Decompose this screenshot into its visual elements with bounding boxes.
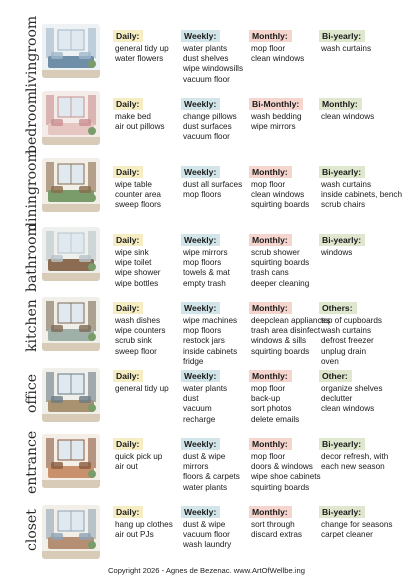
task-list xyxy=(319,384,382,415)
frequency-label: Monthly: xyxy=(249,234,292,246)
task-list xyxy=(319,316,382,367)
schedule-column-other xyxy=(319,502,392,540)
task-item: dust shelves xyxy=(183,54,229,64)
task-item: general tidy up xyxy=(115,384,169,393)
schedule-column-other xyxy=(319,162,402,211)
task-item: wash laundry xyxy=(183,540,232,550)
frequency-label: Weekly: xyxy=(181,438,220,450)
task-item: sort through xyxy=(251,520,295,529)
schedule-column-daily xyxy=(113,94,165,132)
task-item: squirting boards xyxy=(251,346,310,356)
task-item: windows & sills xyxy=(251,336,307,346)
task-item: back-up xyxy=(251,394,281,404)
task-item: wipe sink xyxy=(115,248,149,257)
task-item: clean windows xyxy=(251,190,305,200)
task-item: mop floors xyxy=(183,326,222,336)
frequency-label: Monthly: xyxy=(319,98,362,110)
task-item: wash dishes xyxy=(115,316,161,325)
frequency-label: Weekly: xyxy=(181,370,220,382)
task-list xyxy=(319,44,371,54)
kitchen-illustration xyxy=(42,297,100,351)
task-item: sweep floor xyxy=(115,346,157,356)
frequency-label: Daily: xyxy=(113,506,143,518)
task-item: dust & wipe xyxy=(183,520,226,529)
frequency-label: Daily: xyxy=(113,438,143,450)
schedule-column-daily xyxy=(113,298,166,357)
task-item: clean windows xyxy=(321,112,375,121)
task-item: doors & windows xyxy=(251,462,313,472)
frequency-label: Weekly: xyxy=(181,234,220,246)
frequency-label: Monthly: xyxy=(249,166,292,178)
task-list xyxy=(113,180,161,211)
task-item: clean windows xyxy=(251,54,305,64)
task-item: defrost freezer xyxy=(321,336,374,346)
schedule-column-monthly xyxy=(249,26,304,64)
schedule-column-weekly xyxy=(181,162,242,200)
task-item: empty trash xyxy=(183,278,226,288)
task-item: vacuum floor xyxy=(183,74,230,84)
room-name: office xyxy=(24,374,40,414)
task-item: inside cabinets, bench xyxy=(321,190,403,200)
frequency-label: Weekly: xyxy=(181,302,220,314)
task-item: wipe machines xyxy=(183,316,238,325)
frequency-label: Bi-yearly: xyxy=(319,234,365,246)
frequency-label: Monthly: xyxy=(249,302,292,314)
task-item: vacuum floor xyxy=(183,132,230,142)
task-item: mop floor xyxy=(251,180,286,189)
task-item: mop floors xyxy=(183,190,222,200)
schedule-column-monthly xyxy=(249,366,299,425)
task-item: discard extras xyxy=(251,530,302,540)
task-list xyxy=(181,452,240,493)
task-item: dust all surfaces xyxy=(183,180,243,189)
room-row-livingroom xyxy=(0,15,413,93)
task-list xyxy=(113,112,165,132)
task-item: air out xyxy=(115,462,138,472)
task-item: deepclean appliances xyxy=(251,316,331,325)
copyright-footer: Copyright 2026 - Agnes de Bezenac. www.ArtOfWellbe.ing xyxy=(108,566,305,575)
task-item: scrub shower xyxy=(251,248,300,257)
schedule-column-daily xyxy=(113,230,161,289)
schedule-column-other xyxy=(319,298,382,367)
task-item: sweep floors xyxy=(115,200,161,210)
task-list xyxy=(113,44,169,64)
task-item: each new season xyxy=(321,462,385,472)
task-item: mop floors xyxy=(183,258,222,268)
task-list xyxy=(113,248,161,289)
task-item: mop floor xyxy=(251,452,286,461)
frequency-label: Weekly: xyxy=(181,30,220,42)
office-illustration xyxy=(42,368,100,422)
frequency-label: Monthly: xyxy=(249,30,292,42)
frequency-label: Weekly: xyxy=(181,98,220,110)
task-item: restock jars xyxy=(183,336,225,346)
task-item: unplug drain xyxy=(321,346,367,356)
task-item: squirting boards xyxy=(251,258,310,268)
task-list xyxy=(249,520,302,540)
task-list xyxy=(181,316,237,367)
room-name: bedroom xyxy=(24,90,40,154)
task-item: trash area disinfect xyxy=(251,326,321,336)
frequency-label: Daily: xyxy=(113,234,143,246)
task-item: wipe shoe cabinets xyxy=(251,472,321,482)
task-item: floors & carpets xyxy=(183,472,240,482)
task-list xyxy=(249,112,303,132)
frequency-label: Bi-yearly: xyxy=(319,438,365,450)
task-item: fridge xyxy=(183,356,204,366)
frequency-label: Daily: xyxy=(113,98,143,110)
task-item: air out PJs xyxy=(115,530,154,540)
schedule-column-daily xyxy=(113,502,173,540)
schedule-column-monthly xyxy=(249,162,309,211)
task-list xyxy=(319,180,402,211)
task-item: wash bedding xyxy=(251,112,302,121)
schedule-column-other xyxy=(319,230,365,258)
room-row-kitchen xyxy=(0,296,413,366)
task-item: wipe mirrors xyxy=(183,248,228,257)
task-item: recharge xyxy=(183,414,216,424)
room-name: bathroom xyxy=(24,223,40,293)
room-row-bathroom xyxy=(0,223,413,294)
task-item: inside cabinets xyxy=(183,346,238,356)
task-item: quick pick up xyxy=(115,452,163,461)
task-list xyxy=(113,384,169,394)
task-item: make bed xyxy=(115,112,151,121)
task-item: mirrors xyxy=(183,462,209,472)
task-item: wipe table xyxy=(115,180,152,189)
room-name: kitchen xyxy=(24,299,40,353)
living-room-illustration xyxy=(42,24,100,78)
schedule-column-weekly xyxy=(181,366,227,425)
task-item: wipe windowsills xyxy=(183,64,244,74)
frequency-label: Daily: xyxy=(113,370,143,382)
frequency-label: Bi-yearly: xyxy=(319,506,365,518)
task-item: change pillows xyxy=(183,112,237,121)
frequency-label: Monthly: xyxy=(249,506,292,518)
task-item: top of cupboards xyxy=(321,316,382,325)
frequency-label: Monthly: xyxy=(249,370,292,382)
task-item: water plants xyxy=(183,384,228,393)
task-item: general tidy up xyxy=(115,44,169,53)
task-item: water flowers xyxy=(115,54,164,64)
schedule-column-weekly xyxy=(181,434,240,493)
task-item: wipe counters xyxy=(115,326,166,336)
task-list xyxy=(181,44,243,85)
entrance-illustration xyxy=(42,434,100,488)
task-item: scrub sink xyxy=(115,336,152,346)
task-item: vacuum floor xyxy=(183,530,230,540)
schedule-column-monthly xyxy=(249,502,302,540)
task-item: windows xyxy=(321,248,353,257)
task-item: declutter xyxy=(321,394,353,404)
task-item: trash cans xyxy=(251,268,289,278)
task-item: oven xyxy=(321,356,339,366)
schedule-column-weekly xyxy=(181,94,237,143)
task-item: deeper cleaning xyxy=(251,278,310,288)
frequency-label: Bi-Monthly: xyxy=(249,98,303,110)
task-item: wash curtains xyxy=(321,326,372,336)
bathroom-illustration xyxy=(42,227,100,281)
frequency-label: Bi-yearly: xyxy=(319,30,365,42)
task-item: wash curtains xyxy=(321,44,372,53)
task-item: squirting boards xyxy=(251,482,310,492)
room-name: livingroom xyxy=(24,15,40,93)
frequency-label: Daily: xyxy=(113,166,143,178)
task-item: delete emails xyxy=(251,414,300,424)
frequency-label: Daily: xyxy=(113,302,143,314)
task-list xyxy=(319,248,365,258)
task-item: wipe bottles xyxy=(115,278,159,288)
frequency-label: Daily: xyxy=(113,30,143,42)
task-item: scrub chairs xyxy=(321,200,366,210)
schedule-column-daily xyxy=(113,162,161,211)
task-item: decor refresh, with xyxy=(321,452,389,461)
task-item: carpet cleaner xyxy=(321,530,373,540)
frequency-label: Other: xyxy=(319,370,352,382)
task-list xyxy=(181,384,227,425)
schedule-column-weekly xyxy=(181,230,230,289)
schedule-column-other xyxy=(319,26,371,54)
room-row-office xyxy=(0,364,413,430)
schedule-column-daily xyxy=(113,366,169,394)
room-name: closet xyxy=(24,509,40,551)
closet-illustration xyxy=(42,505,100,559)
task-item: mop floor xyxy=(251,384,286,393)
dining-room-illustration xyxy=(42,158,100,212)
task-item: wash curtains xyxy=(321,180,372,189)
task-list xyxy=(249,248,309,289)
task-item: mop floor xyxy=(251,44,286,53)
task-item: water plants xyxy=(183,44,228,53)
task-item: dust xyxy=(183,394,199,404)
task-item: organize shelves xyxy=(321,384,383,393)
task-item: dust & wipe xyxy=(183,452,226,461)
task-list xyxy=(113,316,166,357)
schedule-column-other xyxy=(319,366,382,415)
task-list xyxy=(249,452,321,493)
task-list xyxy=(249,384,299,425)
frequency-label: Others: xyxy=(319,302,357,314)
task-list xyxy=(319,112,374,122)
bedroom-illustration xyxy=(42,91,100,145)
task-item: counter area xyxy=(115,190,161,200)
task-item: change for seasons xyxy=(321,520,393,529)
schedule-column-monthly xyxy=(249,230,309,289)
room-row-diningroom xyxy=(0,149,413,231)
room-row-closet xyxy=(0,500,413,566)
frequency-label: Monthly: xyxy=(249,438,292,450)
task-list xyxy=(181,520,231,551)
frequency-label: Bi-yearly: xyxy=(319,166,365,178)
task-item: wipe shower xyxy=(115,268,161,278)
task-item: water plants xyxy=(183,482,228,492)
room-name: diningroom xyxy=(24,149,40,231)
task-list xyxy=(249,44,304,64)
frequency-label: Weekly: xyxy=(181,506,220,518)
task-list xyxy=(249,180,309,211)
task-list xyxy=(113,520,173,540)
task-list xyxy=(181,180,242,200)
task-item: wipe toilet xyxy=(115,258,152,268)
task-item: vacuum xyxy=(183,404,212,414)
room-row-entrance xyxy=(0,432,413,498)
schedule-column-monthly xyxy=(249,94,303,132)
schedule-column-other xyxy=(319,94,374,122)
task-item: towels & mat xyxy=(183,268,230,278)
task-item: air out pillows xyxy=(115,122,165,132)
task-list xyxy=(181,112,237,143)
frequency-label: Weekly: xyxy=(181,166,220,178)
task-item: hang up clothes xyxy=(115,520,173,529)
schedule-column-monthly xyxy=(249,434,321,493)
task-list xyxy=(319,452,388,472)
task-list xyxy=(113,452,162,472)
task-item: dust surfaces xyxy=(183,122,232,132)
schedule-column-weekly xyxy=(181,26,243,85)
schedule-column-other xyxy=(319,434,388,472)
schedule-column-weekly xyxy=(181,502,231,551)
task-list xyxy=(319,520,392,540)
task-item: squirting boards xyxy=(251,200,310,210)
schedule-column-daily xyxy=(113,434,162,472)
schedule-column-weekly xyxy=(181,298,237,367)
room-name: entrance xyxy=(24,430,40,494)
schedule-column-daily xyxy=(113,26,169,64)
task-list xyxy=(181,248,230,289)
room-row-bedroom xyxy=(0,92,413,158)
task-item: clean windows xyxy=(321,404,375,414)
task-item: wipe mirrors xyxy=(251,122,296,132)
task-item: sort photos xyxy=(251,404,292,414)
